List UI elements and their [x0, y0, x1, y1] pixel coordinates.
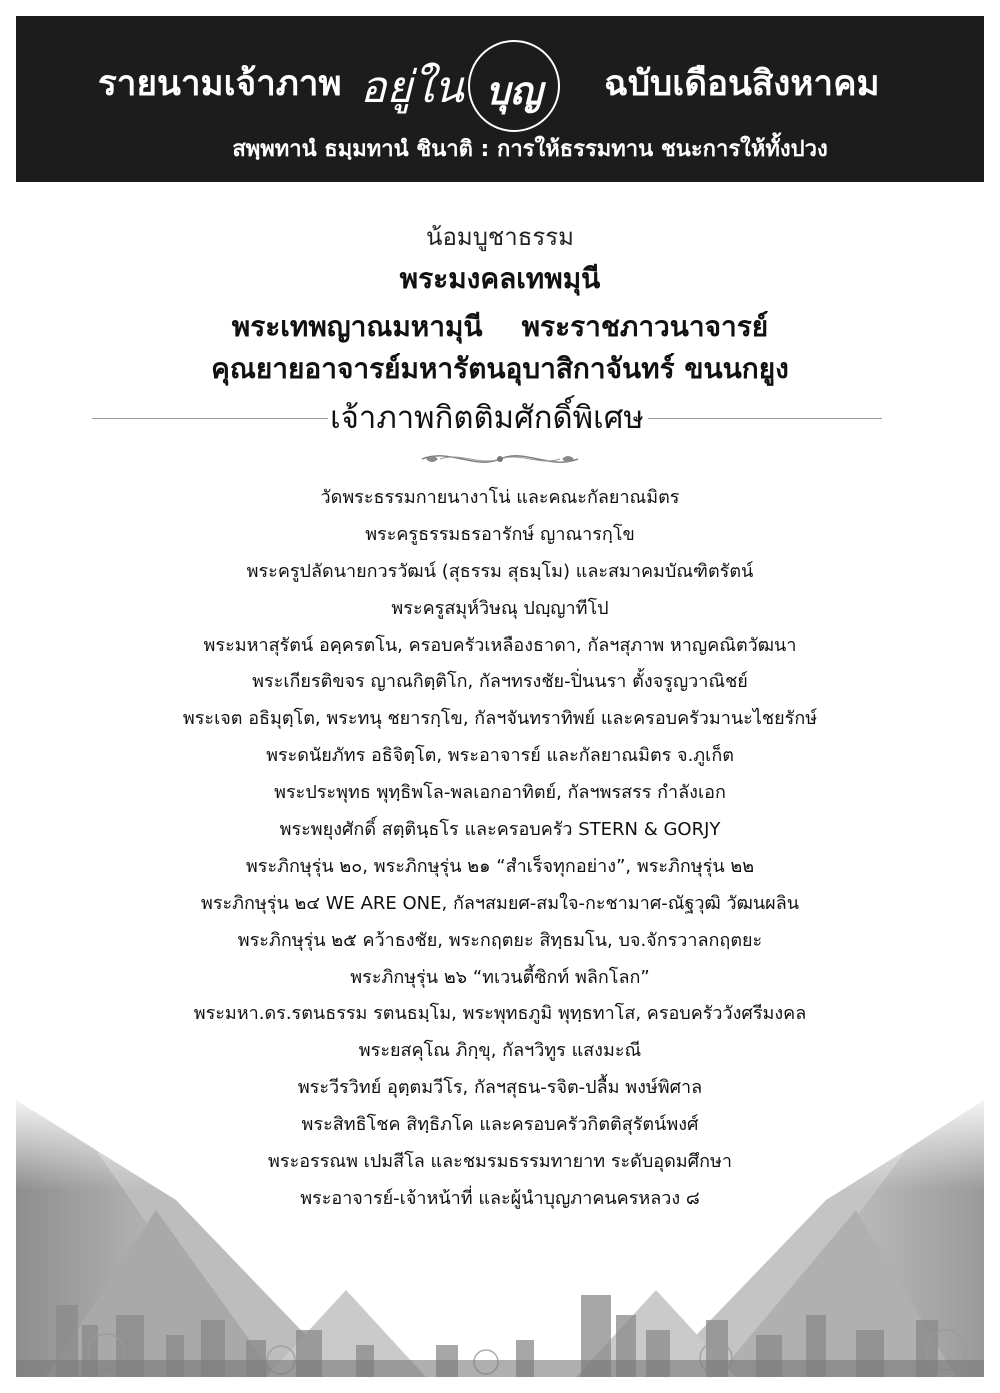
- banner-title-right: ฉบับเดือนสิงหาคม: [604, 64, 880, 104]
- sponsor-line: พระมหาสุรัตน์ อคฺครตโน, ครอบครัวเหลืองธาดา, กัลฯสุภาพ หาญคณิตวัฒนา: [203, 634, 797, 656]
- header-banner: [16, 16, 984, 182]
- sponsor-line: พระยสคุโณ ภิกฺขุ, กัลฯวิทูร แสงมะณี: [358, 1040, 642, 1062]
- banner-motto: สพฺพทานํ ธมฺมทานํ ชินาติ : การให้ธรรมทาน ชนะการให้ทั้งปวง: [232, 137, 828, 162]
- sponsor-line: วัดพระธรรมกายนางาโน่ และคณะกัลยาณมิตร: [320, 487, 680, 508]
- logo-script-text: อยู่ใน: [360, 62, 464, 113]
- sponsor-line: พระเจต อธิมุตฺโต, พระทนุ ชยารกฺโข, กัลฯจันทราทิพย์ และครอบครัวมานะไชยรักษ์: [182, 708, 818, 730]
- sponsor-line: พระประพุทธ พุทฺธิพโล-พลเอกอาทิตย์, กัลฯพรสรร กำลังเอก: [274, 782, 726, 804]
- flourish-ornament-icon: [420, 448, 580, 470]
- sponsor-line: พระภิกษุรุ่น ๒๐, พระภิกษุรุ่น ๒๑ “สำเร็จทุกอย่าง”, พระภิกษุรุ่น ๒๒: [245, 855, 755, 877]
- sponsor-line: พระครูปลัดนายกวรวัฒน์ (สุธรรม สุธมฺโม) และสมาคมบัณฑิตรัตน์: [246, 560, 754, 582]
- sponsor-line: พระภิกษุรุ่น ๒๔ WE ARE ONE, กัลฯสมยศ-สมใจ-กะชามาศ-ณัฐวุฒิ วัฒนผลิน: [200, 892, 800, 914]
- special-sponsor-heading: เจ้าภาพกิตติมศักดิ์พิเศษ: [330, 400, 644, 436]
- honoree-line-1: พระมงคลเทพมุนี: [399, 262, 601, 295]
- sponsor-line: พระสิทธิโชค สิทฺธิภโค และครอบครัวกิตติสุรัตน์พงศ์: [301, 1114, 699, 1136]
- logo-circle: [468, 40, 560, 132]
- honoree-line-3: คุณยายอาจารย์มหารัตนอุบาสิกาจันทร์ ขนนกยูง: [211, 352, 789, 385]
- sponsor-line: พระครูสมุห์วิษณุ ปญฺญาทีโป: [391, 597, 609, 619]
- sponsor-line: พระวีรวิทย์ อุตฺตมวีโร, กัลฯสุธน-รจิต-ปลื้ม พงษ์พิศาล: [297, 1077, 703, 1099]
- sponsor-line: พระดนัยภัทร อธิจิตฺโต, พระอาจารย์ และกัลยาณมิตร จ.ภูเก็ต: [266, 745, 734, 767]
- dedication-block: [0, 220, 1000, 390]
- sponsor-line: พระพยุงศักดิ์ สตฺตินฺธโร และครอบครัว STERN & GORJY: [279, 819, 721, 841]
- sponsor-line: พระมหา.ดร.รตนธรรม รตนธมฺโม, พระพุทธภูมิ พุทฺธทาโส, ครอบครัววังศรีมงคล: [193, 1003, 807, 1025]
- magazine-logo: [352, 34, 584, 134]
- sponsor-line: พระภิกษุรุ่น ๒๖ “ทเวนตี้ซิกท์ พลิกโลก”: [350, 966, 650, 988]
- dedication-intro: น้อมบูชาธรรม: [426, 223, 574, 251]
- banner-title-left: รายนามเจ้าภาพ: [98, 64, 342, 104]
- sponsor-list: [0, 480, 1000, 1218]
- special-sponsor-heading-row: [92, 396, 882, 442]
- logo-circle-text: บุญ: [485, 68, 543, 113]
- sponsor-line: พระอาจารย์-เจ้าหน้าที่ และผู้นำบุญภาคนครหลวง ๘: [300, 1187, 700, 1209]
- sponsor-line: พระภิกษุรุ่น ๒๕ คว้าธงชัย, พระกฤตยะ สิทฺธมโน, บจ.จักรวาลกฤตยะ: [237, 929, 763, 951]
- sponsor-line: พระเกียรติขจร ญาณกิตฺติโก, กัลฯทรงชัย-ปิ่นนรา ตั้งจรูญวาณิชย์: [252, 671, 748, 693]
- honoree-line-2: พระเทพญาณมหามุนี พระราชภาวนาจารย์: [231, 310, 769, 343]
- sponsor-line: พระอรรณพ เปมสีโล และชมรมธรรมทายาท ระดับอุดมศึกษา: [268, 1151, 732, 1173]
- sponsor-line: พระครูธรรมธรอารักษ์ ญาณารกฺโข: [365, 523, 635, 545]
